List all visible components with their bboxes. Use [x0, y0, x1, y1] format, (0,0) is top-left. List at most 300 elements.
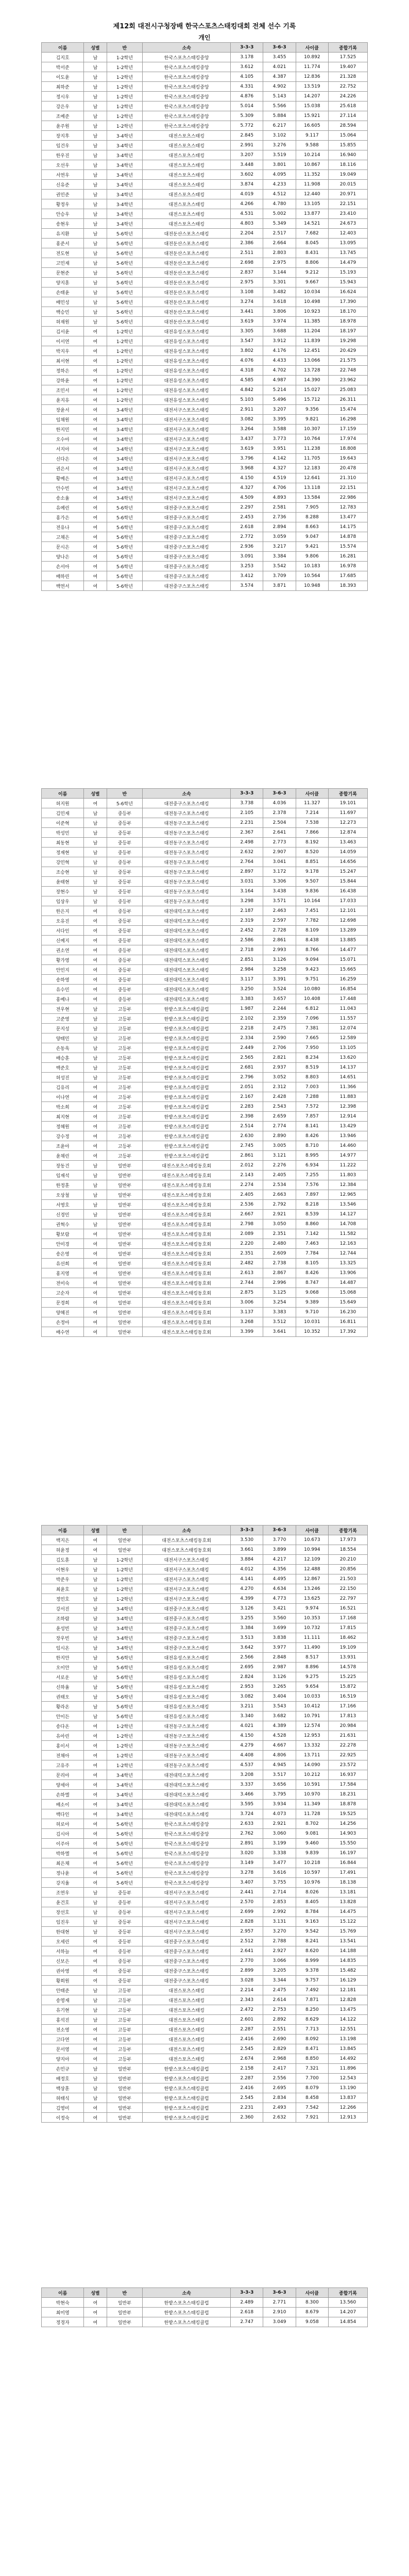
table-cell: 전채아 [42, 1751, 84, 1760]
table-cell: 14.977 [329, 1151, 368, 1161]
table-row [42, 92, 368, 101]
table-cell: 남 [84, 307, 107, 317]
table-cell: 9.751 [296, 975, 328, 985]
table-cell: 17.392 [329, 1327, 368, 1337]
table-cell: 대전스포츠스태킹동호회 [143, 1161, 231, 1171]
table-cell: 고등부 [107, 1102, 143, 1112]
table-cell: 3.384 [231, 1623, 263, 1633]
table-cell: 대전서구스포츠스태킹 [143, 1555, 231, 1565]
table-cell: 12.783 [329, 503, 368, 513]
table-cell: 이서연 [42, 336, 84, 346]
table-cell: 대전대덕스포츠스태킹 [143, 955, 231, 965]
table-cell: 18.116 [329, 160, 368, 170]
table-cell: 6.934 [296, 1161, 328, 1171]
table-row [42, 1966, 368, 1976]
table-cell: 대전둔산스포츠스태킹 [143, 248, 231, 258]
table-row [42, 926, 368, 936]
table-row [42, 1976, 368, 1986]
table-cell: 8.784 [296, 1907, 328, 1917]
table-cell: 3-4학년 [107, 160, 143, 170]
table-cell: 3.264 [231, 425, 263, 434]
table-cell: 남 [84, 160, 107, 170]
table-cell: 정하은 [42, 366, 84, 376]
table-cell: 송현우 [42, 219, 84, 229]
table-cell: 대전스포츠스태킹동호회 [143, 1219, 231, 1229]
table-cell: 12.965 [329, 1190, 368, 1200]
table-cell: 13.246 [296, 1584, 328, 1594]
table-cell: 여 [84, 562, 107, 571]
table-cell: 2.428 [263, 1092, 296, 1102]
table-cell: 장윤서 [42, 405, 84, 415]
table-cell: 4.408 [231, 1751, 263, 1760]
table-cell: 5-6학년 [107, 278, 143, 287]
table-cell: 남 [84, 131, 107, 141]
table-cell: 3.052 [263, 1073, 296, 1082]
table-cell: 여 [84, 336, 107, 346]
table-cell: 여 [84, 454, 107, 464]
table-cell: 15.193 [329, 268, 368, 278]
table-cell: 강은우 [42, 101, 84, 111]
table-cell: 한밭스포츠스태킹클럽 [143, 2074, 231, 2083]
table-cell: 3.399 [231, 1327, 263, 1337]
table-cell: 여 [84, 1112, 107, 1122]
table-cell: 4.105 [231, 72, 263, 82]
table-cell: 대전대덕스포츠스태킹 [143, 1770, 231, 1780]
table-row [42, 2064, 368, 2074]
table-cell: 3-4학년 [107, 464, 143, 473]
table-cell: 14.390 [296, 376, 328, 385]
individual-table-2 [41, 788, 368, 1337]
table-cell: 14.492 [329, 2054, 368, 2064]
table-cell: 5-6학년 [107, 571, 143, 581]
table-cell: 대전스포츠스태킹 [143, 2035, 231, 2044]
table-cell: 4.893 [263, 493, 296, 503]
table-cell: 대전중구스포츠스태킹 [143, 552, 231, 562]
table-cell: 1-2학년 [107, 92, 143, 101]
table-cell: 3.455 [263, 53, 296, 62]
table-cell: 3-4학년 [107, 483, 143, 493]
table-cell: 3.560 [263, 1614, 296, 1623]
table-cell: 여 [84, 395, 107, 405]
table-cell: 여 [84, 346, 107, 356]
table-cell: 20.429 [329, 346, 368, 356]
individual-table-4 [41, 2287, 368, 2327]
table-cell: 여 [84, 955, 107, 965]
table-cell: 7.451 [296, 906, 328, 916]
table-cell: 15.712 [296, 395, 328, 405]
table-cell: 허로아 [42, 1819, 84, 1829]
table-cell: 3-4학년 [107, 1614, 143, 1623]
table-cell: 임상우 [42, 896, 84, 906]
table-cell: 2.975 [231, 278, 263, 287]
table-cell: 대전유성스포츠스태킹 [143, 327, 231, 336]
table-cell: 여 [84, 415, 107, 425]
table-cell: 중등부 [107, 1888, 143, 1897]
table-row [42, 2083, 368, 2093]
table-cell: 신유준 [42, 180, 84, 190]
table-cell: 2.764 [231, 857, 263, 867]
table-cell: 2.921 [263, 1210, 296, 1219]
table-cell: 4.667 [263, 1741, 296, 1751]
table-cell: 3.205 [263, 1966, 296, 1976]
table-row [42, 1858, 368, 1868]
table-cell: 3.974 [263, 317, 296, 327]
table-row [42, 1682, 368, 1692]
table-cell: 조하람 [42, 1614, 84, 1623]
table-cell: 9.507 [296, 877, 328, 887]
table-cell: 대전유성스포츠스태킹 [143, 1682, 231, 1692]
table-cell: 5-6학년 [107, 542, 143, 552]
table-cell: 황가영 [42, 955, 84, 965]
table-cell: 여 [84, 2298, 107, 2308]
table-cell: 13.325 [329, 1259, 368, 1268]
table-cell: 여 [84, 1780, 107, 1790]
table-cell: 15.769 [329, 1927, 368, 1937]
table-cell: 3.543 [263, 1702, 296, 1711]
table-cell: 남 [84, 1565, 107, 1574]
table-cell: 2.102 [231, 1014, 263, 1024]
table-cell: 신예지 [42, 936, 84, 945]
table-cell: 13.946 [329, 1131, 368, 1141]
table-cell: 이주아 [42, 1839, 84, 1849]
table-cell: 7.857 [296, 1112, 328, 1122]
table-cell: 중등부 [107, 906, 143, 916]
table-cell: 2.416 [231, 2035, 263, 2044]
table-cell: 7.463 [296, 1239, 328, 1249]
table-row [42, 877, 368, 887]
table-cell: 2.416 [231, 2083, 263, 2093]
table-cell: 고등부 [107, 1092, 143, 1102]
table-row [42, 818, 368, 828]
table-cell: 여 [84, 434, 107, 444]
table-row [42, 1014, 368, 1024]
table-cell: 대전스포츠스태킹 [143, 150, 231, 160]
table-cell: 3.121 [263, 1151, 296, 1161]
table-cell: 임재석 [42, 1171, 84, 1180]
table-cell: 남 [84, 209, 107, 219]
table-cell: 임진우 [42, 1917, 84, 1927]
table-cell: 여 [84, 1966, 107, 1976]
table-row [42, 532, 368, 542]
table-cell: 2.632 [231, 848, 263, 857]
table-cell: 1-2학년 [107, 101, 143, 111]
table-cell: 대전스포츠스태킹동호회 [143, 1268, 231, 1278]
table-cell: 7.700 [296, 2074, 328, 2083]
table-cell: 3.438 [263, 887, 296, 896]
table-cell: 장지후 [42, 131, 84, 141]
table-cell: 7.288 [296, 1092, 328, 1102]
table-cell: 3.884 [231, 1555, 263, 1565]
table-cell: 5-6학년 [107, 1819, 143, 1829]
table-cell: 남 [84, 1623, 107, 1633]
table-row [42, 1839, 368, 1849]
table-cell: 권민준 [42, 190, 84, 199]
table-cell: 13.475 [329, 2005, 368, 2015]
table-row [42, 121, 368, 131]
table-cell: 한국스포츠스태킹중앙 [143, 72, 231, 82]
table-cell: 10.033 [296, 1692, 328, 1702]
table-cell: 신보은 [42, 1956, 84, 1966]
table-cell: 9.081 [296, 1829, 328, 1839]
table-cell: 3-4학년 [107, 1800, 143, 1809]
table-cell: 대전대덕스포츠스태킹 [143, 916, 231, 926]
table-cell: 중등부 [107, 1917, 143, 1927]
table-cell: 1-2학년 [107, 376, 143, 385]
table-row [42, 1171, 368, 1180]
table-cell: 고등부 [107, 1024, 143, 1033]
table-row [42, 857, 368, 867]
table-row [42, 444, 368, 454]
table-row [42, 503, 368, 513]
table-cell: 10.591 [296, 1780, 328, 1790]
table-cell: 3.595 [231, 1800, 263, 1809]
individual-header-1: 성별 [84, 2288, 107, 2298]
table-cell: 대전중구스포츠스태킹 [143, 571, 231, 581]
table-cell: 남 [84, 258, 107, 268]
table-cell: 19.298 [329, 336, 368, 346]
table-cell: 18.170 [329, 307, 368, 317]
table-cell: 18.554 [329, 1545, 368, 1555]
table-cell: 7.492 [296, 1986, 328, 1995]
table-cell: 2.875 [231, 1288, 263, 1298]
table-cell: 2.829 [263, 2044, 296, 2054]
table-row [42, 1151, 368, 1161]
table-cell: 13.885 [329, 936, 368, 945]
table-cell: 중등부 [107, 1927, 143, 1937]
table-row [42, 1897, 368, 1907]
table-cell: 2.453 [231, 513, 263, 522]
table-cell: 고유주 [42, 1760, 84, 1770]
table-cell: 7.142 [296, 1229, 328, 1239]
table-cell: 10.212 [296, 1770, 328, 1780]
table-cell: 3-4학년 [107, 199, 143, 209]
table-row [42, 1663, 368, 1672]
table-cell: 2.276 [263, 1161, 296, 1171]
table-row [42, 1888, 368, 1897]
table-cell: 남 [84, 1190, 107, 1200]
table-row [42, 2113, 368, 2123]
table-cell: 10.218 [296, 1858, 328, 1868]
table-cell: 25.083 [329, 385, 368, 395]
table-cell: 3.126 [231, 1604, 263, 1614]
table-cell: 대전동구스포츠스태킹 [143, 1731, 231, 1741]
table-cell: 한국스포츠스태킹중앙 [143, 92, 231, 101]
table-cell: 5.349 [263, 219, 296, 229]
table-cell: 27.114 [329, 111, 368, 121]
table-cell: 한밭스포츠스태킹클럽 [143, 1141, 231, 1151]
table-cell: 대전스포츠스태킹동호회 [143, 1535, 231, 1545]
table-cell: 3.005 [263, 1141, 296, 1151]
table-row [42, 1672, 368, 1682]
table-row [42, 1161, 368, 1171]
table-cell: 여 [84, 1868, 107, 1878]
table-row [42, 1545, 368, 1555]
table-row [42, 896, 368, 906]
table-cell: 정시우 [42, 92, 84, 101]
table-row [42, 72, 368, 82]
table-row [42, 848, 368, 857]
table-cell: 3-4학년 [107, 170, 143, 180]
table-cell: 대전스포츠스태킹동호회 [143, 1288, 231, 1298]
table-cell: 한국스포츠스태킹중앙 [143, 101, 231, 111]
table-cell: 4.019 [231, 190, 263, 199]
table-cell: 14.521 [296, 219, 328, 229]
table-cell: 2.659 [263, 1112, 296, 1122]
table-cell: 9.068 [296, 1288, 328, 1298]
table-row [42, 1907, 368, 1917]
table-row [42, 1927, 368, 1937]
table-cell: 4.773 [263, 1594, 296, 1604]
table-cell: 서영호 [42, 1200, 84, 1210]
individual-header-6: 사이클 [296, 789, 328, 799]
table-cell: 16.298 [329, 415, 368, 425]
table-row [42, 170, 368, 180]
table-cell: 16.521 [329, 1604, 368, 1614]
table-cell: 남 [84, 219, 107, 229]
table-cell: 9.212 [296, 268, 328, 278]
individual-header-0: 이름 [42, 1526, 84, 1535]
table-cell: 2.551 [263, 2025, 296, 2035]
table-cell: 남 [84, 1986, 107, 1995]
table-cell: 남 [84, 1073, 107, 1082]
table-cell: 4.706 [263, 483, 296, 493]
table-row [42, 1239, 368, 1249]
table-cell: 윤성빈 [42, 1623, 84, 1633]
table-cell: 2.489 [231, 2298, 263, 2308]
table-cell: 여 [84, 1151, 107, 1161]
table-cell: 19.525 [329, 1809, 368, 1819]
table-cell: 윤채린 [42, 1151, 84, 1161]
table-cell: 3.144 [263, 268, 296, 278]
table-cell: 남 [84, 1682, 107, 1692]
table-cell: 13.477 [329, 513, 368, 522]
table-cell: 1-2학년 [107, 1565, 143, 1574]
table-cell: 여 [84, 503, 107, 513]
table-cell: 대전서구스포츠스태킹 [143, 464, 231, 473]
table-row [42, 1210, 368, 1219]
table-cell: 12.101 [329, 906, 368, 916]
table-cell: 한대현 [42, 1927, 84, 1937]
table-cell: 대전중구스포츠스태킹 [143, 503, 231, 513]
table-cell: 14.479 [329, 258, 368, 268]
table-cell: 10.164 [296, 896, 328, 906]
table-cell: 여 [84, 1829, 107, 1839]
table-cell: 고등부 [107, 1151, 143, 1161]
table-cell: 안미경 [42, 1239, 84, 1249]
table-cell: 대전유성스포츠스태킹 [143, 366, 231, 376]
table-cell: 8.995 [296, 1151, 328, 1161]
table-cell: 2.586 [231, 936, 263, 945]
table-cell: 8.850 [296, 2054, 328, 2064]
table-cell: 7.538 [296, 818, 328, 828]
table-cell: 13.560 [329, 2298, 368, 2308]
table-cell: 서지아 [42, 444, 84, 454]
table-cell: 대전스포츠스태킹동호회 [143, 1317, 231, 1327]
table-cell: 2.386 [231, 239, 263, 248]
table-cell: 한밭스포츠스태킹클럽 [143, 1004, 231, 1014]
table-cell: 3-4학년 [107, 405, 143, 415]
table-cell: 2.641 [263, 828, 296, 838]
table-cell: 14.708 [329, 1219, 368, 1229]
table-cell: 대전서구스포츠스태킹 [143, 1897, 231, 1907]
table-cell: 10.353 [296, 1614, 328, 1623]
table-row [42, 1327, 368, 1337]
table-cell: 17.159 [329, 425, 368, 434]
table-cell: 중등부 [107, 965, 143, 975]
table-cell: 손태윤 [42, 287, 84, 297]
table-cell: 대전동구스포츠스태킹 [143, 1741, 231, 1751]
table-row [42, 571, 368, 581]
table-cell: 남 [84, 1555, 107, 1565]
table-cell: 3.838 [263, 1633, 296, 1643]
table-cell: 2.517 [263, 229, 296, 239]
individual-header-0: 이름 [42, 43, 84, 53]
table-cell: 대전서구스포츠스태킹 [143, 405, 231, 415]
table-cell: 대전유성스포츠스태킹 [143, 336, 231, 346]
table-cell: 12.641 [296, 473, 328, 483]
table-cell: 중등부 [107, 1907, 143, 1917]
table-cell: 남 [84, 1643, 107, 1653]
table-cell: 김영미 [42, 2103, 84, 2113]
table-cell: 2.975 [263, 258, 296, 268]
table-cell: 3.082 [231, 1692, 263, 1702]
table-cell: 1-2학년 [107, 336, 143, 346]
table-row [42, 1594, 368, 1604]
table-cell: 4.528 [263, 1731, 296, 1741]
table-cell: 16.978 [329, 562, 368, 571]
table-cell: 대전서구스포츠스태킹 [143, 483, 231, 493]
table-cell: 여 [84, 1259, 107, 1268]
table-cell: 김지호 [42, 53, 84, 62]
table-cell: 11.352 [296, 170, 328, 180]
table-row [42, 464, 368, 473]
table-cell: 11.774 [296, 62, 328, 72]
table-cell: 10.673 [296, 1535, 328, 1545]
table-cell: 16.519 [329, 1692, 368, 1702]
table-cell: 12.953 [296, 1731, 328, 1741]
table-cell: 홍석진 [42, 2015, 84, 2025]
table-cell: 3.340 [231, 1711, 263, 1721]
table-cell: 3.254 [263, 1298, 296, 1308]
table-cell: 3.199 [263, 1839, 296, 1849]
table-cell: 일반부 [107, 2064, 143, 2074]
table-row [42, 1190, 368, 1200]
table-cell: 권소연 [42, 945, 84, 955]
table-cell: 26.311 [329, 395, 368, 405]
table-row [42, 1092, 368, 1102]
table-cell: 대전동구스포츠스태킹 [143, 1721, 231, 1731]
table-cell: 한지안 [42, 1653, 84, 1663]
table-cell: 17.491 [329, 1868, 368, 1878]
table-cell: 2.845 [231, 131, 263, 141]
table-cell: 한밭스포츠스태킹클럽 [143, 1014, 231, 1024]
table-cell: 배하린 [42, 571, 84, 581]
table-cell: 14.256 [329, 1819, 368, 1829]
table-cell: 3-4학년 [107, 493, 143, 503]
table-cell: 5-6학년 [107, 581, 143, 591]
table-cell: 홍가은 [42, 513, 84, 522]
table-cell: 3-4학년 [107, 141, 143, 150]
table-cell: 3.395 [263, 415, 296, 425]
table-cell: 2.618 [231, 2308, 263, 2317]
table-row [42, 916, 368, 926]
table-cell: 남 [84, 248, 107, 258]
table-cell: 고등부 [107, 2054, 143, 2064]
table-cell: 2.937 [263, 1063, 296, 1073]
individual-header-3: 소속 [143, 2288, 231, 2298]
table-cell: 3.641 [263, 1327, 296, 1337]
table-cell: 남 [84, 101, 107, 111]
